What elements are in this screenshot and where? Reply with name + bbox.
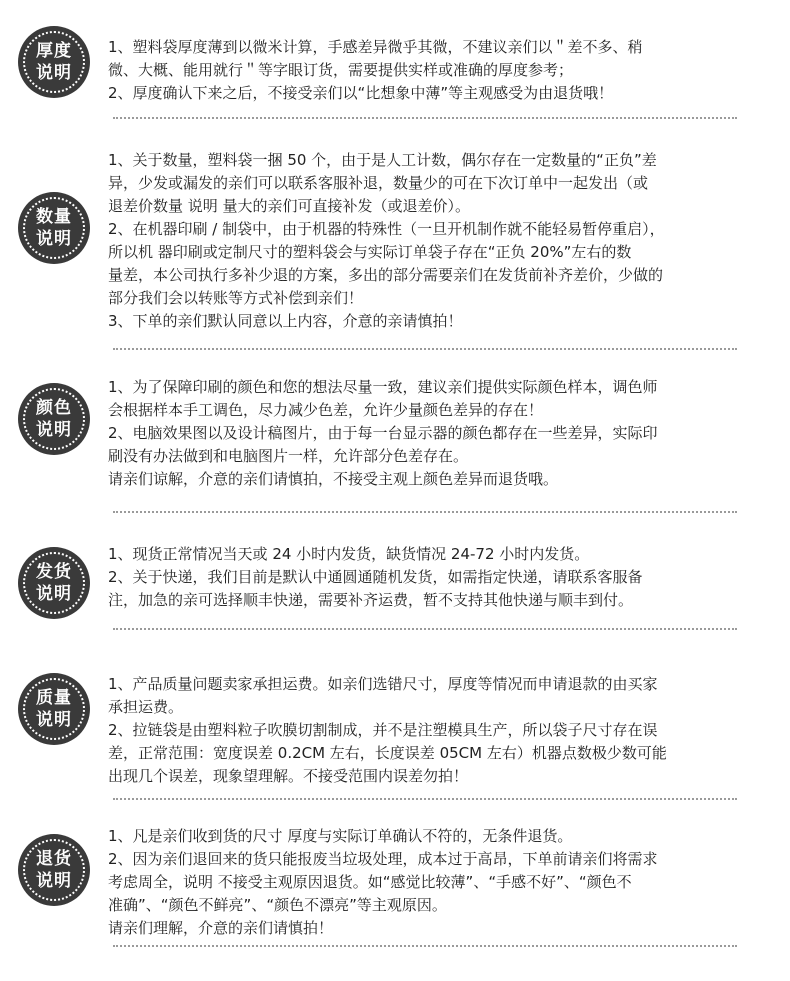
section-text — [108, 673, 758, 788]
badge-ring — [23, 31, 85, 93]
section-badge — [18, 834, 90, 906]
text-line: 请亲们谅解，介意的亲们请慎拍，不接受主观上颜色差异而退货哦。 — [108, 470, 559, 488]
text-line: 会根据样本手工调色，尽力减少色差，允许少量颜色差异的存在！ — [108, 401, 544, 419]
text-line: 2、拉链袋是由塑料粒子吹膜切割制成，并不是注塑模具生产，所以袋子尺寸存在误 — [108, 721, 658, 739]
text-line: 所以机 器印刷或定制尺寸的塑料袋会与实际订单袋子存在“正负 20%”左右的数 — [108, 243, 632, 261]
text-line: 1、凡是亲们收到货的尺寸 厚度与实际订单确认不符的，无条件退货。 — [108, 827, 573, 845]
section-text — [108, 36, 758, 105]
badge-ring — [23, 552, 85, 614]
section-color — [0, 365, 790, 525]
text-line: 1、为了保障印刷的颜色和您的想法尽量一致，建议亲们提供实际颜色样本，调色师 — [108, 378, 658, 396]
section-badge — [18, 673, 90, 745]
text-line: 异，少发或漏发的亲们可以联系客服补退，数量少的可在下次订单中一起发出（或 — [108, 174, 649, 192]
badge-label-line1: 退货 — [36, 849, 72, 869]
section-quantity — [0, 135, 790, 365]
badge-ring — [23, 388, 85, 450]
text-line: 2、电脑效果图以及设计稿图片，由于每一台显示器的颜色都存在一些差异，实际印 — [108, 424, 658, 442]
section-returns — [0, 815, 790, 981]
text-line: 量差，本公司执行多补少退的方案，多出的部分需要亲们在发货前补齐差价，少做的 — [108, 266, 664, 284]
dotted-divider — [113, 945, 737, 947]
section-quality — [0, 650, 790, 815]
section-badge — [18, 192, 90, 264]
section-shipping — [0, 525, 790, 650]
dotted-divider — [113, 117, 737, 119]
dotted-divider — [113, 511, 737, 513]
text-line: 2、在机器印刷 / 制袋中，由于机器的特殊性（一旦开机制作就不能轻易暂停重启）， — [108, 220, 665, 238]
section-badge — [18, 547, 90, 619]
section-text — [108, 543, 758, 612]
text-line: 承担运费。 — [108, 698, 184, 716]
dotted-divider — [113, 348, 737, 350]
text-line: 1、塑料袋厚度薄到以微米计算，手感差异微乎其微，不建议亲们以＂差不多、稍 — [108, 38, 643, 56]
text-line: 3、下单的亲们默认同意以上内容，介意的亲请慎拍！ — [108, 312, 463, 330]
text-line: 微、大概、能用就行＂等字眼订货，需要提供实样或准确的厚度参考； — [108, 61, 574, 79]
section-thickness — [0, 0, 790, 135]
section-text — [108, 376, 758, 491]
badge-label-line2: 说明 — [36, 871, 72, 891]
text-line: 退差价数量 说明 量大的亲们可直接补发（或退差价）。 — [108, 197, 471, 215]
badge-label-line2: 说明 — [36, 584, 72, 604]
text-line: 差，正常范围：宽度误差 0.2CM 左右，长度误差 05CM 左右）机器点数极少数可能 — [108, 744, 667, 762]
section-badge — [18, 383, 90, 455]
text-line: 请亲们理解，介意的亲们请慎拍！ — [108, 919, 334, 937]
section-text — [108, 149, 758, 333]
badge-ring — [23, 197, 85, 259]
badge-label-line1: 颜色 — [36, 398, 72, 418]
badge-label-line2: 说明 — [36, 420, 72, 440]
text-line: 部分我们会以转账等方式补偿到亲们！ — [108, 289, 364, 307]
text-line: 2、关于快递，我们目前是默认中通圆通随机发货，如需指定快递，请联系客服备 — [108, 568, 643, 586]
text-line: 1、现货正常情况当天或 24 小时内发货，缺货情况 24-72 小时内发货。 — [108, 545, 590, 563]
text-line: 1、关于数量，塑料袋一捆 50 个，由于是人工计数，偶尔存在一定数量的“正负”差 — [108, 151, 657, 169]
section-badge — [18, 26, 90, 98]
text-line: 注，加急的亲可选择顺丰快递，需要补齐运费，暂不支持其他快递与顺丰到付。 — [108, 591, 634, 609]
badge-label-line2: 说明 — [36, 710, 72, 730]
text-line: 1、产品质量问题卖家承担运费。如亲们选错尺寸，厚度等情况而申请退款的由买家 — [108, 675, 658, 693]
section-text — [108, 825, 758, 940]
dotted-divider — [113, 628, 737, 630]
text-line: 刷没有办法做到和电脑图片一样，允许部分色差存在。 — [108, 447, 469, 465]
badge-label-line1: 数量 — [36, 207, 72, 227]
badge-label-line1: 质量 — [36, 688, 72, 708]
dotted-divider — [113, 798, 737, 800]
badge-label-line1: 发货 — [36, 562, 72, 582]
text-line: 2、因为亲们退回来的货只能报废当垃圾处理，成本过于高昂，下单前请亲们将需求 — [108, 850, 658, 868]
text-line: 2、厚度确认下来之后，不接受亲们以“比想象中薄”等主观感受为由退货哦！ — [108, 84, 614, 102]
text-line: 出现几个误差，现象望理解。不接受范围内误差勿拍！ — [108, 767, 469, 785]
badge-label-line2: 说明 — [36, 63, 72, 83]
text-line: 考虑周全，说明 不接受主观原因退货。如“感觉比较薄”、“手感不好”、“颜色不 — [108, 873, 632, 891]
text-line: 准确”、“颜色不鲜亮”、“颜色不漂亮”等主观原因。 — [108, 896, 447, 914]
badge-ring — [23, 678, 85, 740]
badge-ring — [23, 839, 85, 901]
badge-label-line2: 说明 — [36, 229, 72, 249]
badge-label-line1: 厚度 — [36, 41, 72, 61]
